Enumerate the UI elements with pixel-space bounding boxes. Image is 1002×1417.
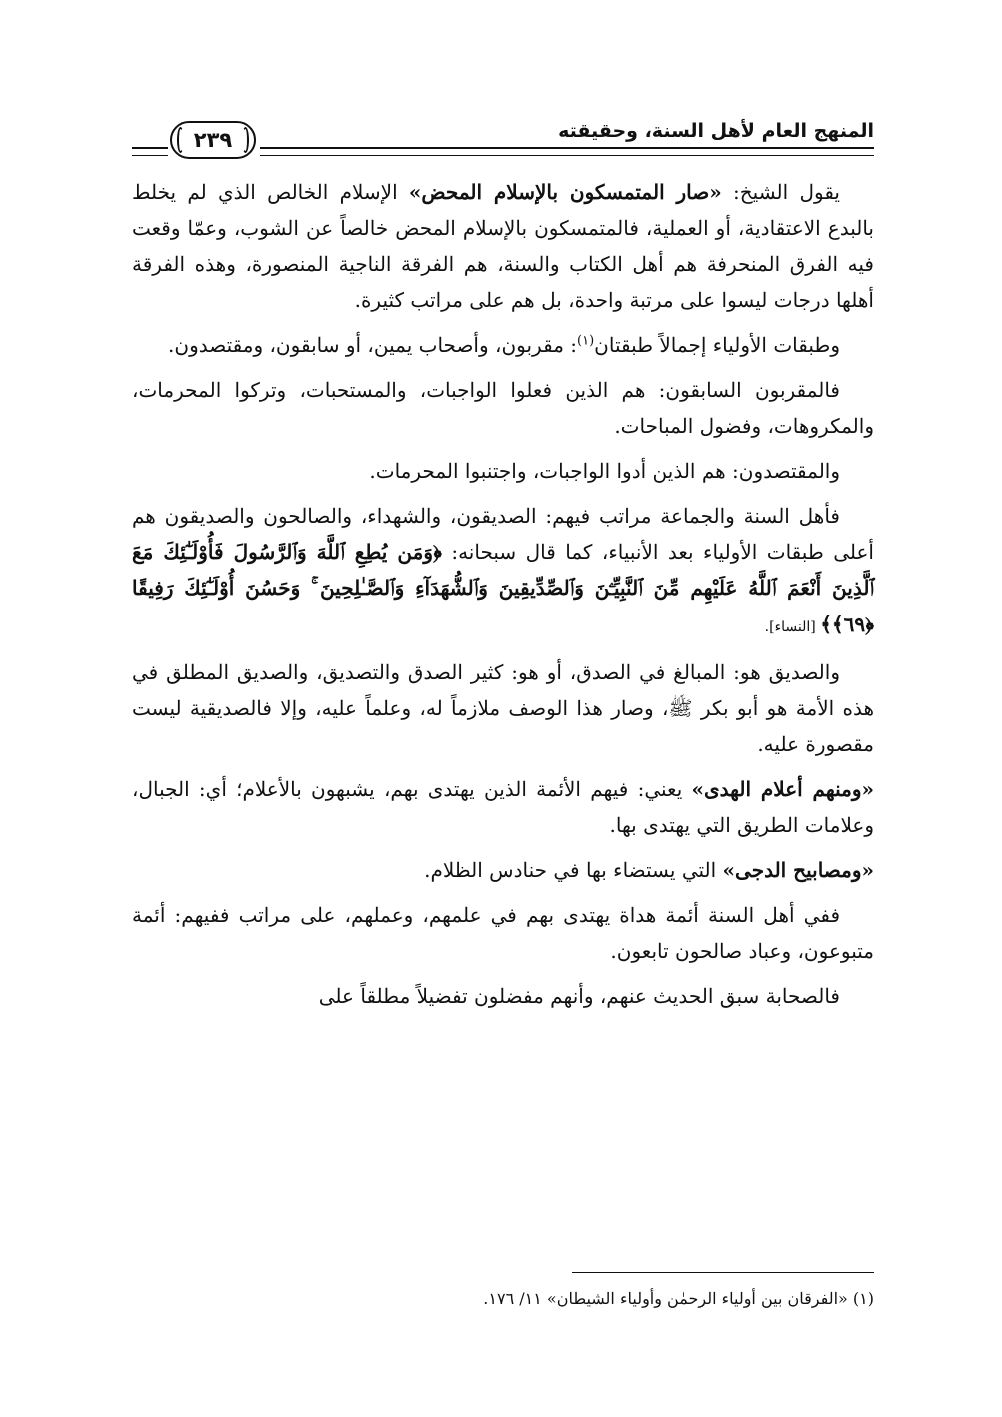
paragraph-text: يعني: فيهم الأئمة الذين يهتدى بهم، يشبهون بالأعلام؛ أي: الجبال، وعلامات الطريق التي يهتدى بها. bbox=[132, 777, 874, 837]
paragraph-text: فأهل السنة والجماعة مراتب فيهم: الصديقون، والشهداء، والصالحون والصديقون هم أعلى طبقات الأولياء بعد الأنبياء، كما قال سبحانه: bbox=[132, 504, 874, 564]
verse-reference: [النساء]. bbox=[764, 619, 821, 635]
paragraph bbox=[132, 771, 874, 843]
paragraph bbox=[132, 897, 874, 969]
paragraph-text: فالمقربون السابقون: هم الذين فعلوا الواجبات، والمستحبات، وتركوا المحرمات، والمكروهات، وفضول المباحات. bbox=[132, 378, 874, 438]
paragraph-text: التي يستضاء بها في حنادس الظلام. bbox=[424, 858, 723, 882]
header-title: المنهج العام لأهل السنة، وحقيقته bbox=[558, 120, 874, 142]
main-text bbox=[132, 174, 874, 1023]
footnote-number: (١) bbox=[852, 1289, 874, 1308]
paragraph-text: فالصحابة سبق الحديث عنهم، وأنهم مفضلون تفضيلاً مطلقاً على bbox=[318, 984, 840, 1008]
quoted-phrase: «صار المتمسكون بالإسلام المحض» bbox=[408, 180, 722, 204]
paragraph-text: : مقربون، وأصحاب يمين، أو سابقون، ومقتصدون. bbox=[168, 333, 578, 357]
footnote-marker: (١) bbox=[577, 333, 595, 349]
paragraph bbox=[132, 327, 874, 363]
quoted-phrase: «ومنهم أعلام الهدى» bbox=[691, 777, 874, 801]
paragraph-text: وطبقات الأولياء إجمالاً طبقتان bbox=[594, 333, 840, 357]
paragraph bbox=[132, 453, 874, 489]
quoted-phrase: «ومصابيح الدجى» bbox=[722, 858, 874, 882]
paragraph bbox=[132, 852, 874, 888]
page-number: ٢٣٩ bbox=[170, 121, 256, 159]
quran-verse: ﴿وَمَن يُطِعِ ٱللَّهَ وَٱلرَّسُولَ فَأُوْلَـٰٓئِكَ مَعَ ٱلَّذِينَ أَنْعَمَ ٱللَّهُ عَلَيْهِم مِّنَ ٱلنَّبِيِّـۧنَ وَٱلصِّدِّيقِينَ وَٱلشُّهَدَآءِ وَٱلصَّـٰلِحِينَ ۚ وَحَسُنَ أُوْلَـٰٓئِكَ رَفِيقًا ﴿٦٩﴾﴾ bbox=[132, 540, 874, 636]
paragraph bbox=[132, 654, 874, 762]
header-rule bbox=[260, 147, 874, 156]
paragraph bbox=[132, 174, 874, 318]
paragraph bbox=[132, 978, 874, 1014]
footnote bbox=[132, 1286, 874, 1312]
header-rule-short bbox=[132, 147, 168, 156]
paragraph-text: ففي أهل السنة أئمة هداة يهتدى بهم في علمهم، وعملهم، على مراتب ففيهم: أئمة متبوعون، وعباد صالحون تابعون. bbox=[132, 903, 874, 963]
paragraph-text: الإسلام الخالص الذي لم يخلط بالبدع الاعتقادية، أو العملية، فالمتمسكون بالإسلام المحض خالصاً عن الشوب، وعمّا وقعت فيه الفرق المنحرفة هم أهل الكتاب والسنة، هم الفرقة الناجية المنصورة، وهذه الفرقة أهلها درجات ليسوا على مرتبة واحدة، بل هم على مراتب كثيرة. bbox=[132, 180, 874, 312]
running-header bbox=[132, 108, 874, 156]
paragraph-text: والصديق هو: المبالغ في الصدق، أو هو: كثير الصدق والتصديق، والصديق المطلق في هذه الأمة هو أبو بكر ﷺ، وصار هذا الوصف ملازماً له، وعلماً عليه، وإلا فالصديقية ليست مقصورة عليه. bbox=[132, 660, 874, 756]
paragraph-text: يقول الشيخ: bbox=[721, 180, 841, 204]
footnote-text: «الفرقان بين أولياء الرحمٰن وأولياء الشيطان» ١١/ ١٧٦. bbox=[483, 1289, 848, 1308]
footnote-separator bbox=[572, 1272, 874, 1273]
paragraph bbox=[132, 372, 874, 444]
paragraph-text: والمقتصدون: هم الذين أدوا الواجبات، واجتنبوا المحرمات. bbox=[369, 459, 840, 483]
paragraph bbox=[132, 498, 874, 645]
